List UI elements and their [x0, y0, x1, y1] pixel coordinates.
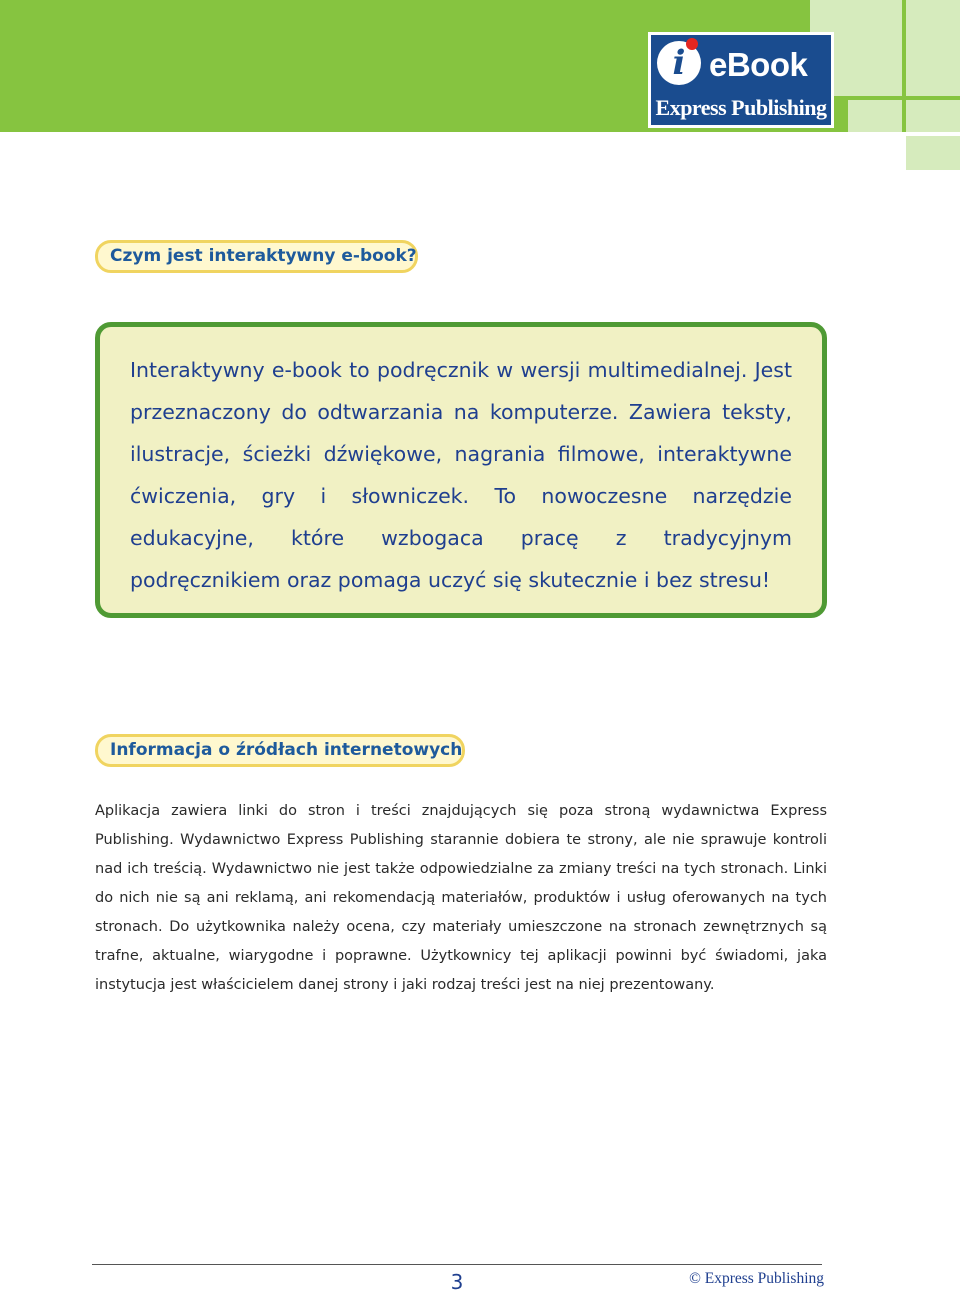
- logo-panel: [651, 35, 831, 125]
- logo-i-icon: i: [657, 41, 701, 85]
- section-heading-what-is-ebook: Czym jest interaktywny e-book?: [95, 240, 418, 273]
- logo-product-name: eBook: [709, 46, 808, 83]
- ebook-logo: [648, 32, 834, 128]
- grid-square: [906, 0, 960, 96]
- logo-publisher-name: Express Publishing: [655, 95, 827, 120]
- grid-square: [906, 100, 960, 132]
- internet-sources-paragraph: Aplikacja zawiera linki do stron i treści znajdujących się poza stroną wydawnictwa Express Publishing. Wydawnictwo Express Publishing starannie dobiera te strony, ale nie sprawuje kontroli nad ich treścią. Wydawnictwo nie jest także odpowiedzialne za zmiany treści na tych stronach. Linki do nich nie są ani reklamą, ani rekomendacją materiałów, produktów i usług oferowanych na tych stronach. Do użytkownika należy ocena, czy materiały umieszczone na stronach zewnętrznych są trafne, aktualne, wiarygodne i poprawne. Użytkownicy tej aplikacji powinni być świadomi, jaka instytucja jest właścicielem danej strony i jaki rodzaj treści jest na niej prezentowany.: [95, 803, 827, 993]
- copyright-notice: © Express Publishing: [689, 1270, 824, 1287]
- section-heading-internet-sources: Informacja o źródłach internetowych: [95, 734, 465, 767]
- grid-square: [906, 136, 960, 170]
- page-number: 3: [450, 1270, 464, 1294]
- grid-square: [848, 100, 902, 132]
- logo-red-dot: [686, 38, 698, 50]
- intro-paragraph: Interaktywny e-book to podręcznik w wersji multimedialnej. Jest przeznaczony do odtwarzania na komputerze. Zawiera teksty, ilustracje, ścieżki dźwiękowe, nagrania filmowe, interaktywne ćwiczenia, gry i słowniczek. To nowoczesne narzędzie edukacyjne, które wzbogaca pracę z tradycyjnym podręcznikiem oraz pomaga uczyć się skutecznie i bez stresu!: [130, 358, 792, 592]
- footer-divider: [92, 1264, 822, 1265]
- intro-box: [95, 322, 827, 618]
